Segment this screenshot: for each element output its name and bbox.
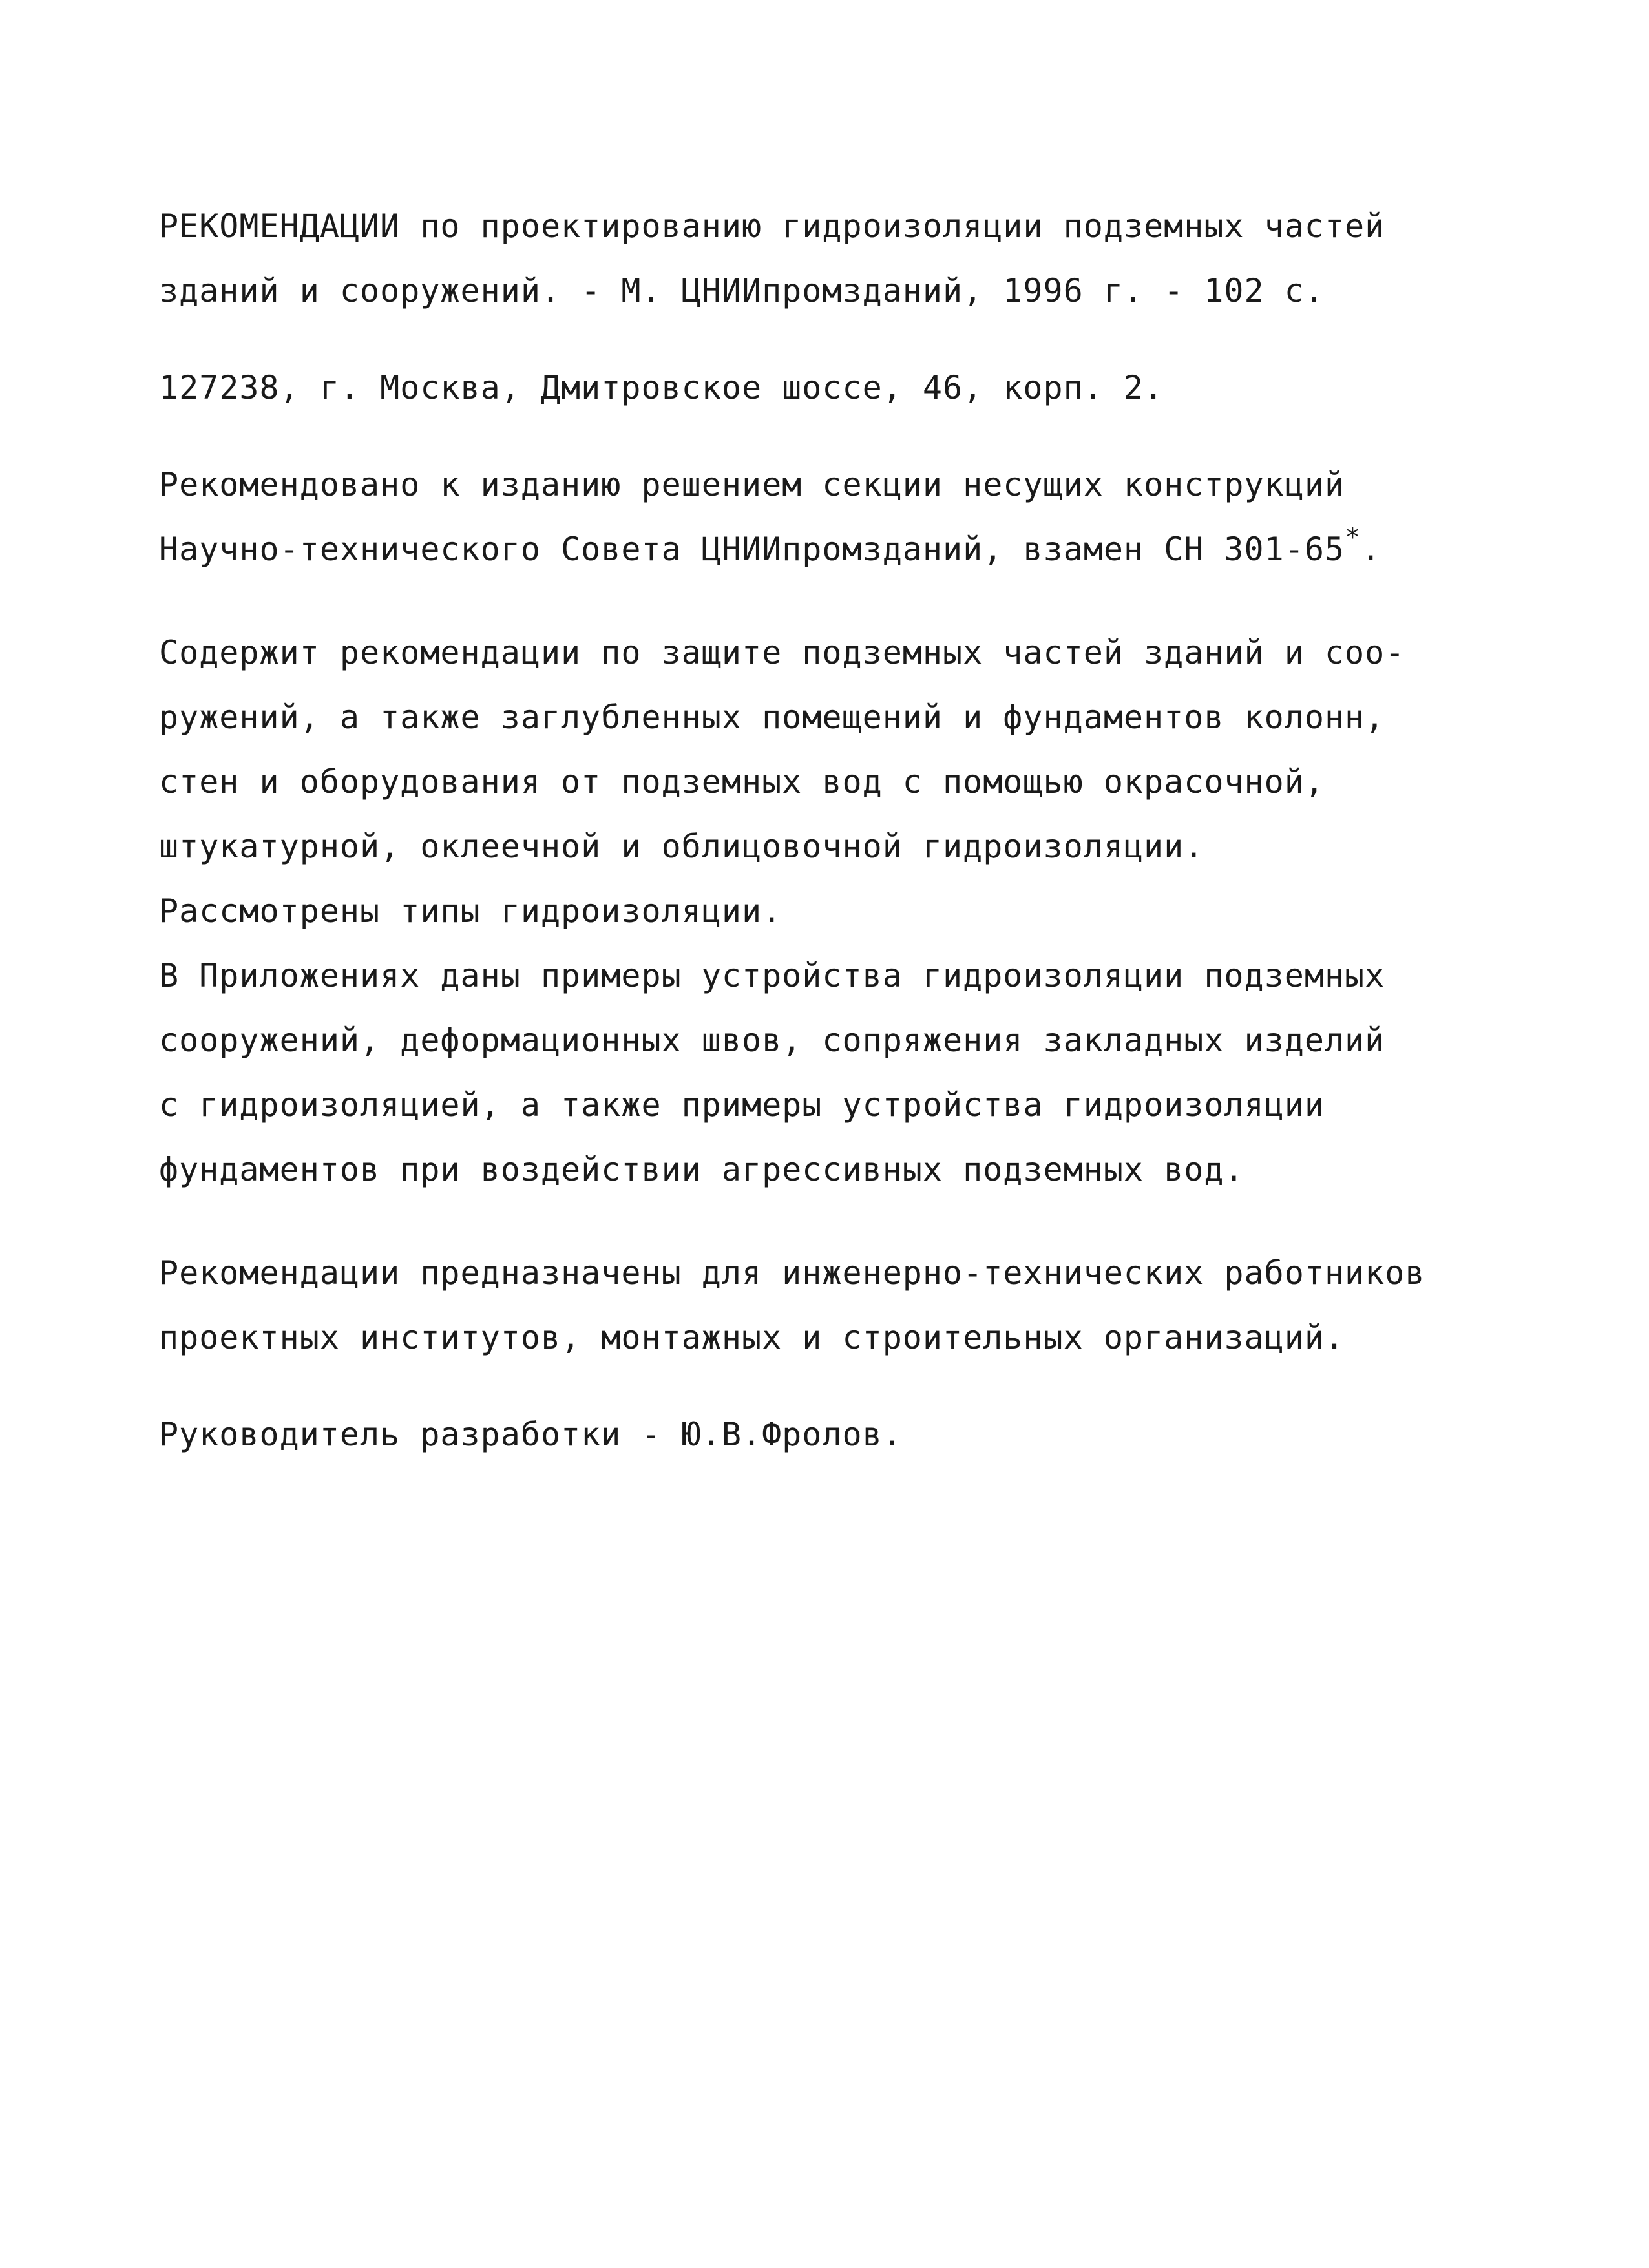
recommendation-line-1: Рекомендовано к изданию решением секции несущих конструкций — [159, 466, 1345, 503]
audience-block — [159, 1241, 1516, 1370]
abstract-line-5: Рассмотрены типы гидроизоляции. — [159, 892, 782, 930]
abstract-block — [159, 620, 1516, 1202]
audience-line-2: проектных институтов, монтажных и строительных организаций. — [159, 1319, 1345, 1356]
abstract-line-4: штукатурной, оклеечной и облицовочной гидроизоляции. — [159, 828, 1204, 865]
author-line: Руководитель разработки - Ю.В.Фролов. — [159, 1416, 903, 1453]
abstract-line-2: ружений, а также заглубленных помещений и фундаментов колонн, — [159, 698, 1385, 736]
abstract-line-1: Содержит рекомендации по защите подземных частей зданий и соо- — [159, 634, 1405, 671]
address-line: 127238, г. Москва, Дмитровское шоссе, 46, корп. 2. — [159, 369, 1164, 406]
abstract-line-3: стен и оборудования от подземных вод с помощью окрасочной, — [159, 763, 1325, 801]
recommendation-line-2-end: . — [1361, 530, 1381, 568]
abstract-line-6: В Приложениях даны примеры устройства гидроизоляции подземных — [159, 957, 1385, 994]
abstract-line-9: фундаментов при воздействии агрессивных подземных вод. — [159, 1151, 1245, 1188]
address-block — [159, 355, 1516, 420]
abstract-line-7: сооружений, деформационных швов, сопряжения закладных изделий — [159, 1022, 1385, 1059]
bibliography-block — [159, 194, 1516, 323]
recommendation-line-2-text: Научно-технического Совета ЦНИИпромзданий, взамен СН 301-65 — [159, 530, 1345, 568]
recommendation-line-2 — [159, 517, 1516, 582]
abstract-line-8: с гидроизоляцией, а также примеры устройства гидроизоляции — [159, 1086, 1325, 1124]
bibliography-line-1: РЕКОМЕНДАЦИИ по проектированию гидроизоляции подземных частей — [159, 207, 1385, 245]
asterisk-superscript: * — [1345, 523, 1361, 552]
author-block — [159, 1402, 1516, 1467]
recommendation-block — [159, 452, 1516, 582]
audience-line-1: Рекомендации предназначены для инженерно-технических работников — [159, 1254, 1425, 1292]
bibliography-line-2: зданий и сооружений. - М. ЦНИИпромзданий, 1996 г. - 102 с. — [159, 272, 1325, 310]
